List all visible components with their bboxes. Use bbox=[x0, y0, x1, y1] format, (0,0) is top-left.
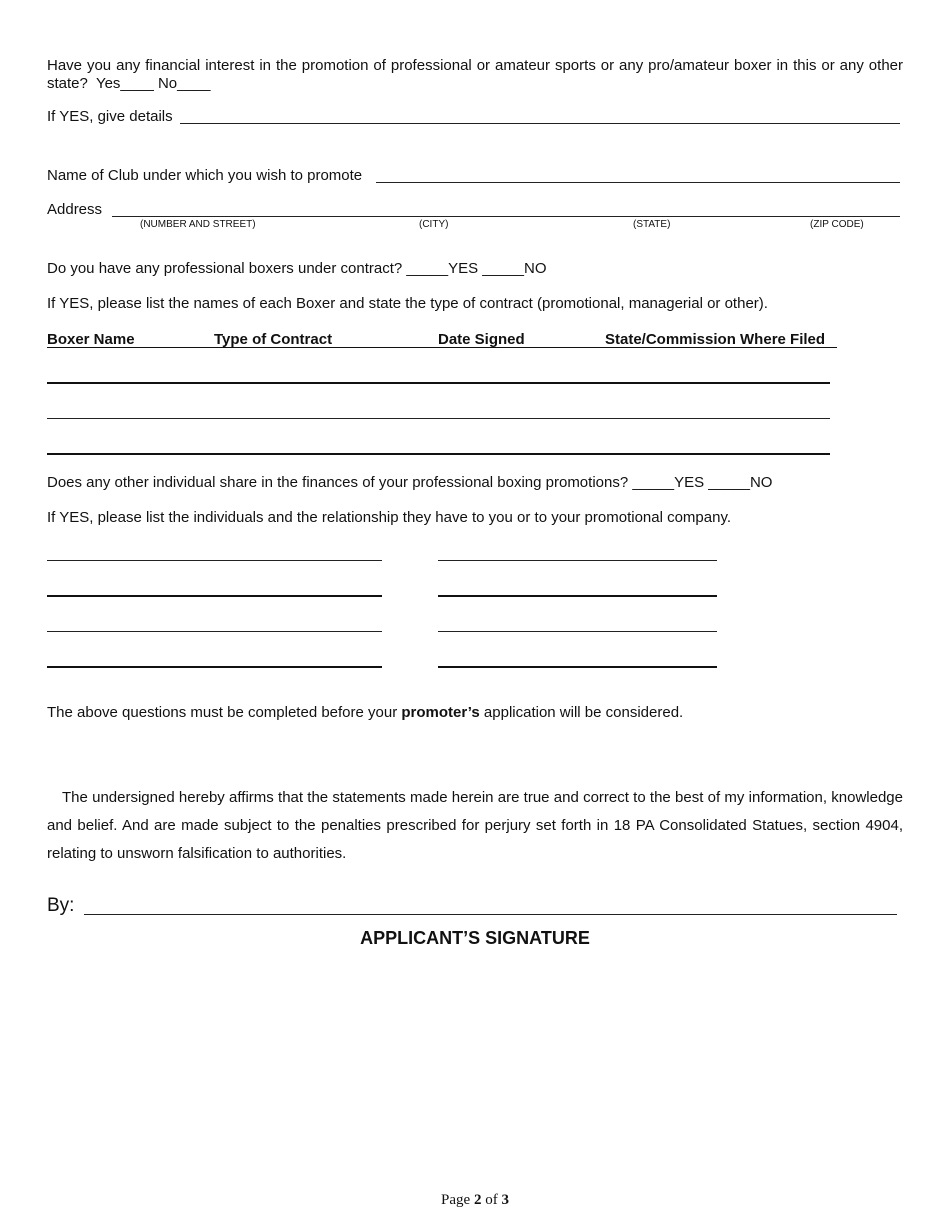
other-individual-question: Does any other individual share in the finances of your professional boxing promotions? bbox=[47, 474, 629, 491]
footer-page-total: 3 bbox=[501, 1192, 509, 1208]
completion-note bbox=[47, 704, 683, 721]
address-caption-zip: (ZIP CODE) bbox=[810, 219, 864, 230]
individual-name-line[interactable] bbox=[47, 560, 382, 561]
completion-note-before: The above questions must be completed before your bbox=[47, 704, 398, 721]
details-label: If YES, give details bbox=[47, 108, 173, 125]
completion-note-bold: promoter’s bbox=[401, 704, 480, 721]
boxers-list-instruction: If YES, please list the names of each Boxer and state the type of contract (promotional, managerial or other). bbox=[47, 295, 768, 312]
other-individual-no[interactable]: _____NO bbox=[708, 474, 773, 491]
header-date-signed: Date Signed bbox=[438, 331, 525, 348]
individual-relationship-line[interactable] bbox=[438, 560, 717, 561]
signature-caption: APPLICANT’S SIGNATURE bbox=[360, 928, 590, 948]
individual-name-line[interactable] bbox=[47, 666, 382, 668]
boxers-contract-no[interactable]: _____NO bbox=[482, 260, 547, 277]
page-footer bbox=[0, 1192, 950, 1209]
other-individual-question-row bbox=[47, 474, 772, 491]
financial-interest-question bbox=[47, 57, 903, 93]
by-label: By: bbox=[47, 895, 75, 916]
affirmation-paragraph: The undersigned hereby affirms that the statements made herein are true and correct to the best of my information, knowledge and belief. And are made subject to the penalties prescribed for perjury set forth in 18 PA Consolidated Statues, section 4904, relating to unsworn falsification to authorities. bbox=[47, 789, 903, 862]
individual-relationship-line[interactable] bbox=[438, 595, 717, 597]
boxers-contract-question: Do you have any professional boxers under contract? bbox=[47, 260, 403, 277]
boxer-table-row-line[interactable] bbox=[47, 382, 830, 384]
boxer-table-row-line[interactable] bbox=[47, 453, 830, 455]
individual-relationship-line[interactable] bbox=[438, 631, 717, 632]
address-caption-state: (STATE) bbox=[633, 219, 671, 230]
completion-note-after: application will be considered. bbox=[483, 704, 684, 721]
header-type-of-contract: Type of Contract bbox=[214, 331, 333, 348]
boxers-contract-question-row bbox=[47, 260, 547, 277]
club-name-field[interactable] bbox=[376, 182, 900, 183]
financial-interest-text: Have you any financial interest in the promotion of professional or amateur sports or any pro/amateur boxer in this or any other state? bbox=[47, 57, 903, 92]
financial-interest-no[interactable]: No____ bbox=[157, 75, 211, 92]
signature-field[interactable] bbox=[84, 914, 897, 915]
individuals-list-instruction: If YES, please list the individuals and the relationship they have to you or to your promotional company. bbox=[47, 509, 732, 526]
address-label: Address bbox=[47, 201, 103, 218]
header-boxer-name: Boxer Name bbox=[47, 331, 135, 348]
address-field[interactable] bbox=[112, 216, 900, 217]
address-caption-city: (CITY) bbox=[419, 219, 449, 230]
footer-page-number: 2 bbox=[473, 1192, 482, 1208]
other-individual-yes[interactable]: _____YES bbox=[632, 474, 705, 491]
boxers-contract-yes[interactable]: _____YES bbox=[406, 260, 479, 277]
footer-of-word: of bbox=[485, 1192, 498, 1208]
address-caption-street: (NUMBER AND STREET) bbox=[140, 219, 256, 230]
boxer-table-row-line[interactable] bbox=[47, 418, 830, 419]
details-field[interactable] bbox=[180, 123, 900, 124]
club-label: Name of Club under which you wish to promote bbox=[47, 167, 363, 184]
header-state-commission: State/Commission Where Filed bbox=[605, 331, 826, 348]
individual-name-line[interactable] bbox=[47, 631, 382, 632]
footer-page-word: Page bbox=[441, 1192, 471, 1208]
individual-name-line[interactable] bbox=[47, 595, 382, 597]
financial-interest-yes[interactable]: Yes____ bbox=[95, 75, 154, 92]
boxer-table-header-underline bbox=[47, 347, 837, 348]
individual-relationship-line[interactable] bbox=[438, 666, 717, 668]
